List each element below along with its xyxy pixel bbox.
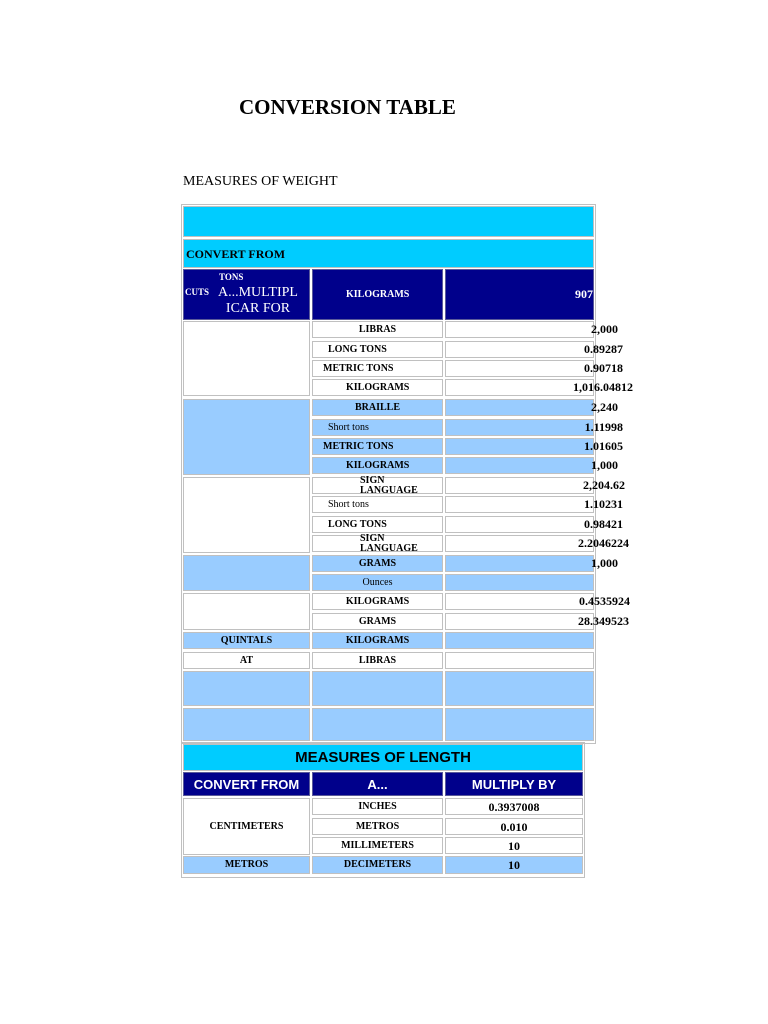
unit-cell: Short tons — [312, 496, 443, 513]
quintals-value — [445, 632, 594, 649]
value-cell — [445, 496, 594, 513]
value-text: 1,000 — [591, 556, 618, 570]
value-text: 2,000 — [591, 322, 618, 336]
at-from: AT — [183, 652, 310, 669]
value-text: 0.90718 — [584, 361, 623, 375]
centimeters-cell: CENTIMETERS — [183, 798, 310, 855]
unit-cell: LONG TONS — [312, 516, 443, 533]
group-cell-5 — [183, 593, 310, 630]
empty-cell — [312, 708, 443, 741]
value-text: 0.89287 — [584, 342, 623, 356]
unit-cell: Ounces — [312, 574, 443, 591]
at-to: LIBRAS — [312, 652, 443, 669]
unit-cell: KILOGRAMS — [312, 457, 443, 474]
group-cell-2 — [183, 399, 310, 475]
value-cell — [445, 477, 594, 494]
unit-cell: BRAILLE — [312, 399, 443, 416]
value-cell — [445, 379, 594, 396]
length-header-to: A... — [312, 772, 443, 796]
value-cell — [445, 516, 594, 533]
unit-cell: KILOGRAMS — [312, 593, 443, 610]
value-cell — [445, 321, 594, 338]
value-cell — [445, 593, 594, 610]
length-header-multiply: MULTIPLY BY — [445, 772, 583, 796]
value-cell — [445, 438, 594, 455]
value-cell — [445, 535, 594, 552]
empty-cell — [183, 671, 310, 706]
quintals-from: QUINTALS — [183, 632, 310, 649]
value-cell — [445, 419, 594, 436]
convert-from-header: CONVERT FROM — [183, 239, 594, 268]
header-tons-label: TONS — [219, 272, 244, 282]
length-to-cell: INCHES — [312, 798, 443, 815]
header-kilograms: KILOGRAMS — [312, 269, 443, 320]
group-cell-4 — [183, 555, 310, 591]
weight-table-banner — [183, 206, 594, 237]
page-title: CONVERSION TABLE — [239, 95, 456, 119]
unit-cell: KILOGRAMS — [312, 379, 443, 396]
empty-cell — [445, 671, 594, 706]
metros-value: 10 — [445, 856, 583, 874]
empty-cell — [183, 708, 310, 741]
unit-cell: Short tons — [312, 419, 443, 436]
unit-cell: SIGN LANGUAGE — [312, 535, 443, 552]
length-section-title: MEASURES OF LENGTH — [183, 744, 583, 771]
value-cell — [445, 574, 594, 591]
length-header-from: CONVERT FROM — [183, 772, 310, 796]
value-cell — [445, 555, 594, 572]
group-cell-1 — [183, 321, 310, 396]
unit-cell: METRIC TONS — [312, 360, 443, 377]
value-text: 1,016.04812 — [573, 380, 633, 394]
empty-cell — [445, 708, 594, 741]
value-cell — [445, 399, 594, 416]
header-cuts-label: CUTS — [185, 287, 210, 297]
length-value-cell: 0.010 — [445, 818, 583, 835]
unit-cell: LONG TONS — [312, 341, 443, 358]
value-text: 0.4535924 — [579, 594, 630, 608]
unit-cell: GRAMS — [312, 555, 443, 572]
header-value-cell — [445, 269, 594, 320]
empty-cell — [312, 671, 443, 706]
group-cell-3 — [183, 477, 310, 553]
value-cell — [445, 613, 594, 630]
header-tons-cell — [183, 269, 310, 320]
length-value-cell: 0.3937008 — [445, 798, 583, 815]
header-value: 907 — [575, 287, 593, 301]
value-text: 1.10231 — [584, 497, 623, 511]
value-text: 1.01605 — [584, 439, 623, 453]
metros-to: DECIMETERS — [312, 856, 443, 874]
value-text: 1,000 — [591, 458, 618, 472]
weight-section-title: MEASURES OF WEIGHT — [183, 174, 338, 189]
length-to-cell: METROS — [312, 818, 443, 835]
value-text: 2,204.62 — [583, 478, 625, 492]
unit-cell: METRIC TONS — [312, 438, 443, 455]
value-cell — [445, 360, 594, 377]
quintals-to: KILOGRAMS — [312, 632, 443, 649]
value-text: 2,240 — [591, 400, 618, 414]
value-text: 2.2046224 — [578, 536, 629, 550]
length-value-cell: 10 — [445, 837, 583, 854]
at-value — [445, 652, 594, 669]
metros-from: METROS — [183, 856, 310, 874]
value-text: 1.11998 — [584, 420, 623, 434]
unit-cell: LIBRAS — [312, 321, 443, 338]
value-text: 28.349523 — [578, 614, 629, 628]
length-to-cell: MILLIMETERS — [312, 837, 443, 854]
header-multiply-label: A...MULTIPL ICAR FOR — [218, 285, 298, 316]
unit-cell: SIGN LANGUAGE — [312, 477, 443, 494]
value-cell — [445, 341, 594, 358]
unit-cell: GRAMS — [312, 613, 443, 630]
value-cell — [445, 457, 594, 474]
value-text: 0.98421 — [584, 517, 623, 531]
